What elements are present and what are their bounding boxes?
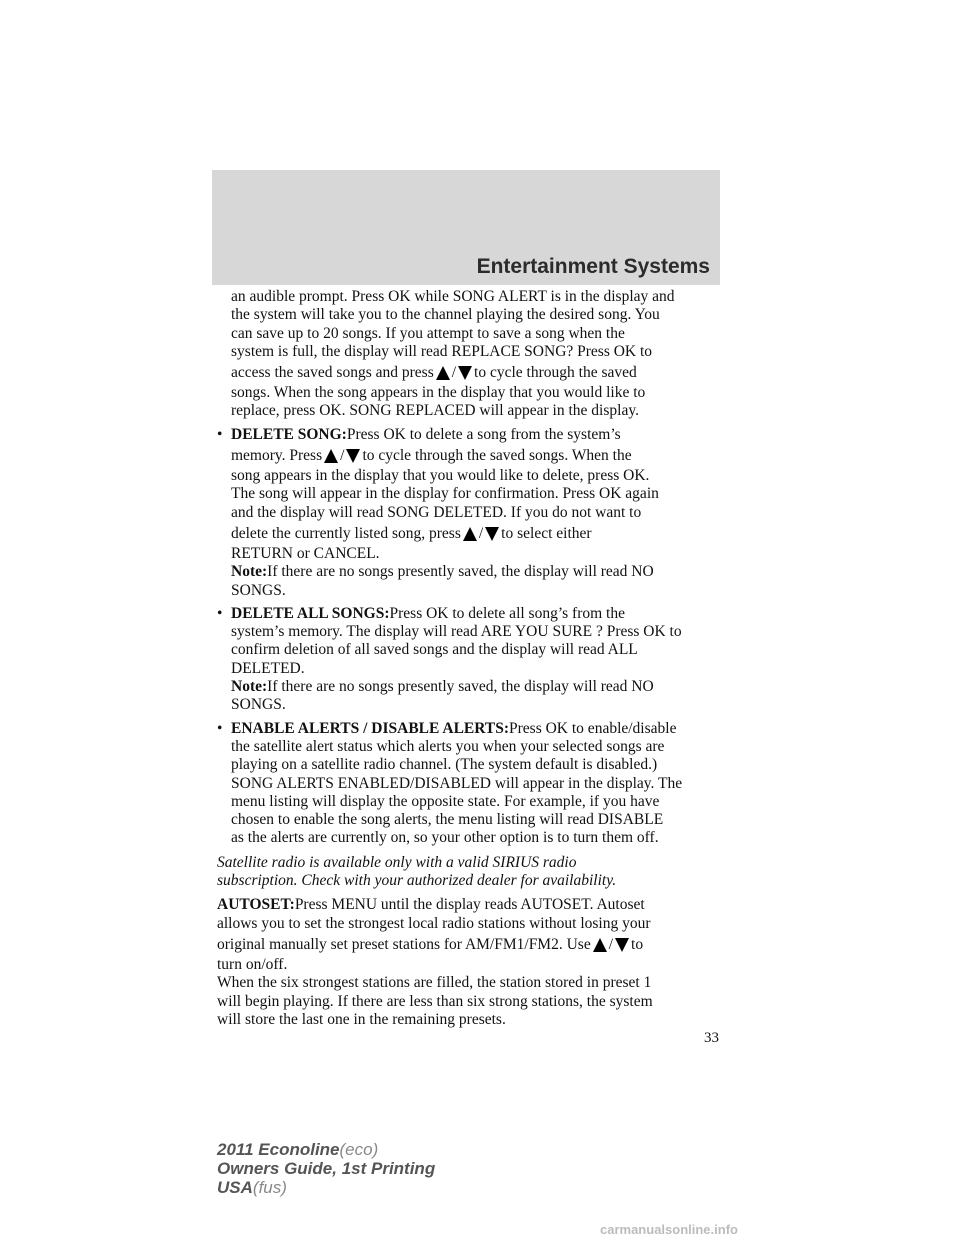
song-alert-continuation [231, 288, 729, 421]
text-line: SONGS. [231, 581, 286, 599]
text-line: DELETE ALL SONGS:Press OK to delete all song’s from the [231, 604, 625, 622]
text-line: turn on/off. [217, 955, 288, 973]
text-line: replace, press OK. SONG REPLACED will appear in the display. [231, 402, 639, 420]
section-header-band [212, 170, 720, 285]
text-line: will begin playing. If there are less than six strong stations, the system [217, 992, 653, 1010]
arrow-up-icon [324, 449, 338, 463]
arrow-up-icon [593, 938, 607, 952]
text-line: chosen to enable the song alerts, the menu listing will read DISABLE [231, 811, 664, 829]
text-line: songs. When the song appears in the display that you would like to [231, 384, 646, 402]
text-line: the system will take you to the channel playing the desired song. You [231, 306, 660, 324]
text-line: allows you to set the strongest local radio stations without losing your [217, 914, 651, 932]
note-label: Note: [231, 678, 268, 696]
satellite-note [217, 854, 729, 891]
watermark: carmanualsonline.info [600, 1222, 738, 1237]
text-line: and the display will read SONG DELETED. If you do not want to [231, 503, 642, 521]
text-line: ENABLE ALERTS / DISABLE ALERTS:Press OK to enable/disable [231, 719, 677, 737]
text-line: an audible prompt. Press OK while SONG ALERT is in the display and [231, 288, 675, 305]
bullet-dot: • [217, 425, 223, 443]
text-line: SONGS. [231, 696, 286, 714]
text-line: DELETE SONG:Press OK to delete a song from the system’s [231, 425, 621, 443]
text-line: original manually set preset stations for AM/FM1/FM2. Use / to [217, 935, 644, 953]
arrow-up-icon [463, 527, 477, 541]
footer-model-line: 2011 Econoline(eco) [217, 1140, 379, 1159]
text-line: menu listing will display the opposite state. For example, if you have [231, 792, 660, 810]
page-number: 33 [704, 1030, 719, 1046]
text-line: access the saved songs and press / to cycle through the saved [231, 364, 637, 382]
enable-disable-alerts-item [217, 720, 729, 848]
text-line: SONG ALERTS ENABLED/DISABLED will appear in the display. The [231, 774, 683, 792]
alerts-label: ENABLE ALERTS / DISABLE ALERTS: [231, 719, 510, 737]
note-label: Note: [231, 563, 268, 581]
text-line: system’s memory. The display will read ARE YOU SURE ? Press OK to [231, 623, 682, 641]
delete-song-label: DELETE SONG: [231, 425, 347, 443]
bullet-dot: • [217, 719, 223, 737]
arrow-down-icon [615, 938, 629, 952]
text-line: system is full, the display will read REPLACE SONG? Press OK to [231, 342, 653, 360]
text-line: When the six strongest stations are filled, the station stored in preset 1 [217, 974, 652, 992]
text-line: The song will appear in the display for confirmation. Press OK again [231, 485, 659, 503]
text-line: will store the last one in the remaining presets. [217, 1010, 506, 1028]
section-title: Entertainment Systems [476, 255, 710, 278]
text-line: song appears in the display that you would like to delete, press OK. [231, 467, 650, 485]
document-footer [217, 1140, 435, 1197]
autoset-label: AUTOSET: [217, 896, 295, 914]
text-line: Satellite radio is available only with a valid SIRIUS radio [217, 853, 577, 871]
footer-guide-line: Owners Guide, 1st Printing [217, 1159, 436, 1178]
delete-all-songs-item [217, 605, 729, 715]
arrow-up-icon [436, 366, 450, 380]
footer-region-line: USA(fus) [217, 1178, 287, 1197]
text-line: the satellite alert status which alerts you when your selected songs are [231, 737, 665, 755]
bullet-dot: • [217, 604, 223, 622]
arrow-down-icon [346, 449, 360, 463]
delete-song-item [217, 426, 729, 600]
note-line: Note:If there are no songs presently saved, the display will read NO [231, 678, 654, 696]
text-line: DELETED. [231, 659, 305, 677]
page-body [217, 288, 729, 1029]
arrow-down-icon [458, 366, 472, 380]
text-line: can save up to 20 songs. If you attempt to save a song when the [231, 324, 625, 342]
delete-all-label: DELETE ALL SONGS: [231, 604, 390, 622]
autoset-section [217, 896, 729, 1029]
arrow-down-icon [485, 527, 499, 541]
text-line: subscription. Check with your authorized dealer for availability. [217, 872, 617, 890]
text-line: as the alerts are currently on, so your other option is to turn them off. [231, 829, 659, 847]
text-line: AUTOSET:Press MENU until the display reads AUTOSET. Autoset [217, 896, 645, 914]
text-line: delete the currently listed song, press / to select either [231, 524, 592, 542]
text-line: playing on a satellite radio channel. (The system default is disabled.) [231, 756, 658, 774]
text-line: confirm deletion of all saved songs and the display will read ALL [231, 641, 638, 659]
text-line: RETURN or CANCEL. [231, 544, 380, 562]
text-line: memory. Press / to cycle through the saved songs. When the [231, 447, 632, 465]
note-line: Note:If there are no songs presently saved, the display will read NO [231, 563, 654, 581]
